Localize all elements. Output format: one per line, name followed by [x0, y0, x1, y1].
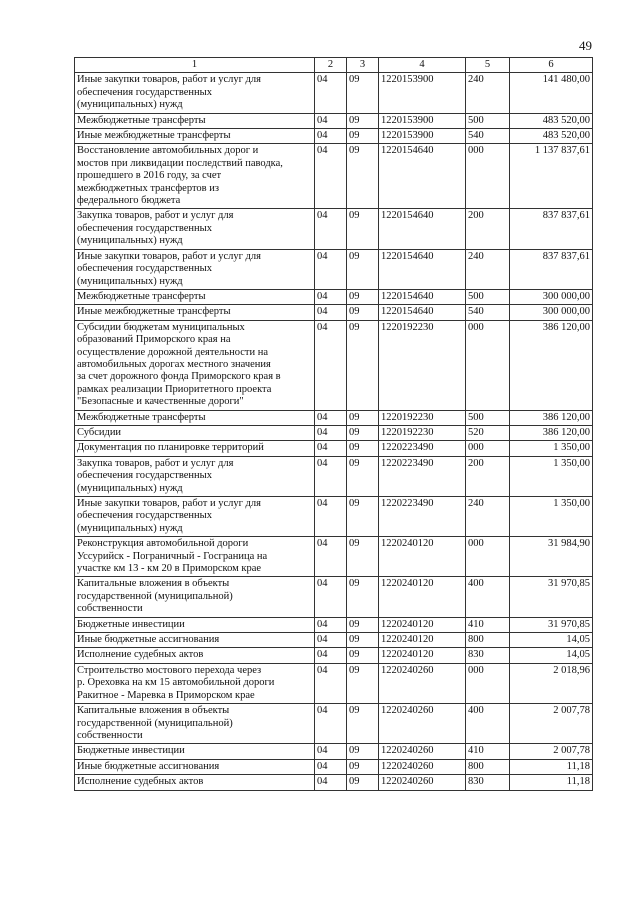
table-row [75, 497, 593, 537]
header-row [75, 58, 593, 73]
row-amount: 31 970,85 [510, 577, 593, 617]
row-target-code: 1220192230 [379, 425, 466, 440]
table-row [75, 759, 593, 774]
row-target-code: 1220154640 [379, 249, 466, 289]
row-target-code: 1220192230 [379, 320, 466, 410]
row-expense-type: 410 [466, 617, 510, 632]
row-target-code: 1220223490 [379, 497, 466, 537]
row-expense-type: 000 [466, 663, 510, 703]
row-subsection-code: 09 [347, 425, 379, 440]
header-cell: 4 [379, 58, 466, 73]
row-name: Закупка товаров, работ и услуг для обеспечения государственных (муниципальных) нужд [75, 209, 315, 249]
row-section-code: 04 [315, 113, 347, 128]
row-section-code: 04 [315, 648, 347, 663]
row-section-code: 04 [315, 704, 347, 744]
row-amount: 1 350,00 [510, 456, 593, 496]
row-amount: 14,05 [510, 648, 593, 663]
row-expense-type: 240 [466, 497, 510, 537]
row-name: Иные межбюджетные трансферты [75, 129, 315, 144]
row-expense-type: 400 [466, 577, 510, 617]
row-section-code: 04 [315, 617, 347, 632]
table-row [75, 648, 593, 663]
row-target-code: 1220154640 [379, 209, 466, 249]
table-row [75, 249, 593, 289]
row-expense-type: 410 [466, 744, 510, 759]
row-amount: 14,05 [510, 633, 593, 648]
header-cell: 1 [75, 58, 315, 73]
table-row [75, 320, 593, 410]
row-expense-type: 000 [466, 537, 510, 577]
table-row [75, 129, 593, 144]
row-subsection-code: 09 [347, 320, 379, 410]
row-subsection-code: 09 [347, 249, 379, 289]
row-section-code: 04 [315, 441, 347, 456]
row-amount: 11,18 [510, 759, 593, 774]
row-name: Иные межбюджетные трансферты [75, 305, 315, 320]
row-section-code: 04 [315, 73, 347, 113]
row-amount: 837 837,61 [510, 209, 593, 249]
row-target-code: 1220153900 [379, 129, 466, 144]
row-name: Межбюджетные трансферты [75, 113, 315, 128]
row-expense-type: 800 [466, 759, 510, 774]
row-target-code: 1220223490 [379, 441, 466, 456]
row-target-code: 1220240120 [379, 633, 466, 648]
row-target-code: 1220154640 [379, 144, 466, 209]
row-subsection-code: 09 [347, 497, 379, 537]
table-row [75, 456, 593, 496]
row-target-code: 1220240260 [379, 704, 466, 744]
row-subsection-code: 09 [347, 744, 379, 759]
row-name: Документация по планировке территорий [75, 441, 315, 456]
row-subsection-code: 09 [347, 113, 379, 128]
row-amount: 2 007,78 [510, 744, 593, 759]
row-amount: 11,18 [510, 775, 593, 790]
row-subsection-code: 09 [347, 209, 379, 249]
row-target-code: 1220240120 [379, 577, 466, 617]
row-amount: 31 970,85 [510, 617, 593, 632]
row-name: Субсидии бюджетам муниципальных образований Приморского края на осуществление дорожной деятельности на автомобильных дорогах местного значения за счет дорожного фонда Приморского края в рамках реализации Приоритетного проекта "Безопасные и качественные дороги" [75, 320, 315, 410]
row-name: Иные закупки товаров, работ и услуг для обеспечения государственных (муниципальных) нужд [75, 497, 315, 537]
row-section-code: 04 [315, 577, 347, 617]
row-section-code: 04 [315, 289, 347, 304]
row-expense-type: 000 [466, 441, 510, 456]
row-name: Восстановление автомобильных дорог и мостов при ликвидации последствий паводка, прошедшего в 2016 году, за счет межбюджетных трансфертов из федерального бюджета [75, 144, 315, 209]
row-expense-type: 800 [466, 633, 510, 648]
table-row [75, 209, 593, 249]
row-target-code: 1220154640 [379, 305, 466, 320]
row-expense-type: 520 [466, 425, 510, 440]
row-section-code: 04 [315, 425, 347, 440]
row-section-code: 04 [315, 537, 347, 577]
row-expense-type: 500 [466, 113, 510, 128]
row-target-code: 1220240260 [379, 663, 466, 703]
row-name: Капитальные вложения в объекты государственной (муниципальной) собственности [75, 704, 315, 744]
row-target-code: 1220192230 [379, 410, 466, 425]
row-amount: 2 007,78 [510, 704, 593, 744]
row-amount: 300 000,00 [510, 289, 593, 304]
row-target-code: 1220240260 [379, 759, 466, 774]
row-expense-type: 400 [466, 704, 510, 744]
row-subsection-code: 09 [347, 129, 379, 144]
row-target-code: 1220223490 [379, 456, 466, 496]
table-row [75, 113, 593, 128]
row-name: Иные бюджетные ассигнования [75, 633, 315, 648]
row-target-code: 1220240260 [379, 744, 466, 759]
row-name: Иные бюджетные ассигнования [75, 759, 315, 774]
row-name: Бюджетные инвестиции [75, 617, 315, 632]
row-subsection-code: 09 [347, 144, 379, 209]
row-subsection-code: 09 [347, 775, 379, 790]
row-expense-type: 200 [466, 209, 510, 249]
row-expense-type: 000 [466, 144, 510, 209]
table-row [75, 633, 593, 648]
row-amount: 837 837,61 [510, 249, 593, 289]
row-expense-type: 240 [466, 249, 510, 289]
table-body [75, 73, 593, 790]
table-row [75, 441, 593, 456]
row-expense-type: 240 [466, 73, 510, 113]
row-expense-type: 200 [466, 456, 510, 496]
row-name: Строительство мостового перехода через р. Ореховка на км 15 автомобильной дороги Ракитное - Марeвка в Приморском крае [75, 663, 315, 703]
header-cell: 5 [466, 58, 510, 73]
row-amount: 386 120,00 [510, 320, 593, 410]
row-name: Исполнение судебных актов [75, 775, 315, 790]
table-row [75, 744, 593, 759]
row-amount: 1 350,00 [510, 441, 593, 456]
row-amount: 483 520,00 [510, 113, 593, 128]
row-subsection-code: 09 [347, 537, 379, 577]
row-subsection-code: 09 [347, 289, 379, 304]
row-name: Исполнение судебных актов [75, 648, 315, 663]
row-amount: 1 137 837,61 [510, 144, 593, 209]
row-name: Капитальные вложения в объекты государственной (муниципальной) собственности [75, 577, 315, 617]
row-expense-type: 830 [466, 648, 510, 663]
row-expense-type: 500 [466, 289, 510, 304]
row-expense-type: 540 [466, 305, 510, 320]
table-row [75, 704, 593, 744]
row-amount: 1 350,00 [510, 497, 593, 537]
row-name: Закупка товаров, работ и услуг для обеспечения государственных (муниципальных) нужд [75, 456, 315, 496]
budget-table [74, 57, 593, 791]
row-section-code: 04 [315, 633, 347, 648]
row-name: Межбюджетные трансферты [75, 289, 315, 304]
row-section-code: 04 [315, 305, 347, 320]
row-subsection-code: 09 [347, 441, 379, 456]
row-section-code: 04 [315, 744, 347, 759]
row-name: Бюджетные инвестиции [75, 744, 315, 759]
row-subsection-code: 09 [347, 704, 379, 744]
row-section-code: 04 [315, 456, 347, 496]
row-expense-type: 000 [466, 320, 510, 410]
table-row [75, 305, 593, 320]
table-row [75, 144, 593, 209]
table-row [75, 663, 593, 703]
row-target-code: 1220154640 [379, 289, 466, 304]
row-amount: 483 520,00 [510, 129, 593, 144]
row-section-code: 04 [315, 144, 347, 209]
row-amount: 31 984,90 [510, 537, 593, 577]
table-row [75, 410, 593, 425]
row-amount: 386 120,00 [510, 425, 593, 440]
row-subsection-code: 09 [347, 305, 379, 320]
row-section-code: 04 [315, 209, 347, 249]
row-subsection-code: 09 [347, 456, 379, 496]
row-section-code: 04 [315, 663, 347, 703]
row-subsection-code: 09 [347, 633, 379, 648]
row-name: Реконструкция автомобильной дороги Уссурийск - Пограничный - Госграница на участке км 13 - км 20 в Приморском крае [75, 537, 315, 577]
header-cell: 2 [315, 58, 347, 73]
row-subsection-code: 09 [347, 663, 379, 703]
row-target-code: 1220153900 [379, 73, 466, 113]
row-expense-type: 500 [466, 410, 510, 425]
row-target-code: 1220240260 [379, 775, 466, 790]
row-amount: 386 120,00 [510, 410, 593, 425]
table-row [75, 537, 593, 577]
row-section-code: 04 [315, 320, 347, 410]
table-row [75, 73, 593, 113]
row-section-code: 04 [315, 497, 347, 537]
row-section-code: 04 [315, 249, 347, 289]
row-subsection-code: 09 [347, 759, 379, 774]
row-target-code: 1220240120 [379, 648, 466, 663]
header-cell: 6 [510, 58, 593, 73]
header-cell: 3 [347, 58, 379, 73]
row-target-code: 1220240120 [379, 617, 466, 632]
table-row [75, 617, 593, 632]
row-name: Иные закупки товаров, работ и услуг для обеспечения государственных (муниципальных) нужд [75, 249, 315, 289]
row-section-code: 04 [315, 775, 347, 790]
table-row [75, 425, 593, 440]
row-expense-type: 830 [466, 775, 510, 790]
row-subsection-code: 09 [347, 577, 379, 617]
row-amount: 300 000,00 [510, 305, 593, 320]
row-amount: 141 480,00 [510, 73, 593, 113]
table-row [75, 577, 593, 617]
row-section-code: 04 [315, 410, 347, 425]
row-target-code: 1220240120 [379, 537, 466, 577]
row-section-code: 04 [315, 759, 347, 774]
row-name: Иные закупки товаров, работ и услуг для обеспечения государственных (муниципальных) нужд [75, 73, 315, 113]
row-section-code: 04 [315, 129, 347, 144]
row-expense-type: 540 [466, 129, 510, 144]
row-name: Межбюджетные трансферты [75, 410, 315, 425]
table-row [75, 775, 593, 790]
row-subsection-code: 09 [347, 73, 379, 113]
row-subsection-code: 09 [347, 410, 379, 425]
page-number: 49 [579, 38, 592, 53]
table-row [75, 289, 593, 304]
row-amount: 2 018,96 [510, 663, 593, 703]
row-subsection-code: 09 [347, 617, 379, 632]
row-subsection-code: 09 [347, 648, 379, 663]
row-target-code: 1220153900 [379, 113, 466, 128]
row-name: Субсидии [75, 425, 315, 440]
